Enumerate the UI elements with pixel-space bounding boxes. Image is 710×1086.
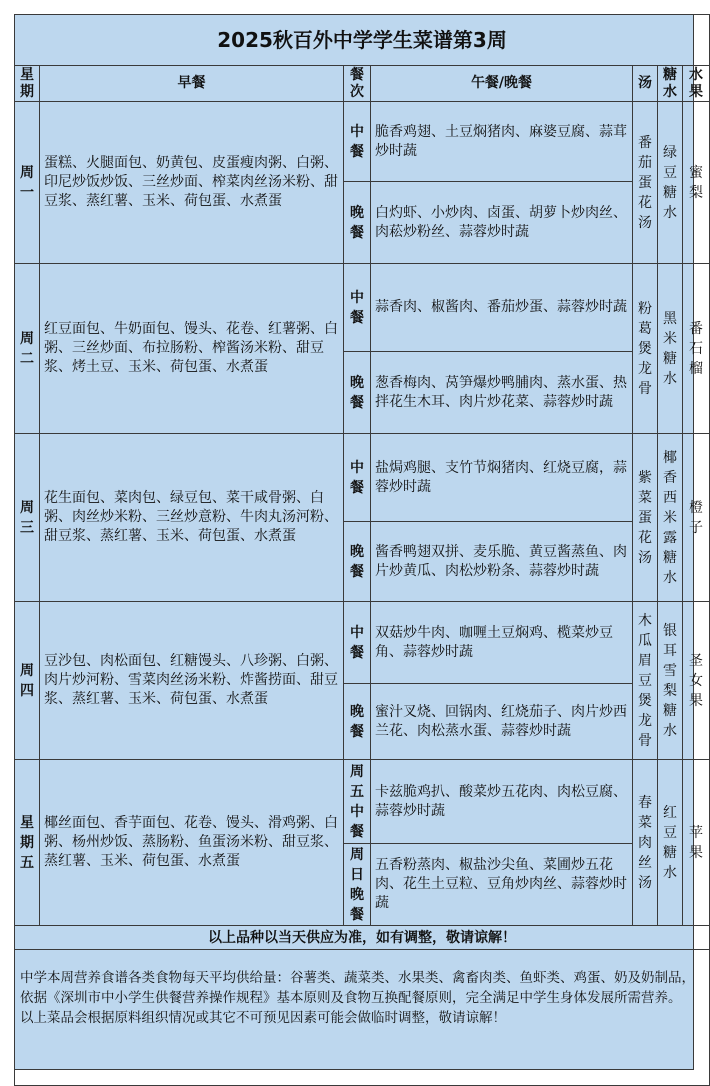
menu-title: 2025秋百外中学学生菜谱第3周 [15, 15, 710, 66]
sweet-soup-cell: 黑米糖水 [658, 264, 683, 434]
fruit-cell: 苹果 [683, 760, 710, 926]
fruit-cell: 橙子 [683, 434, 710, 602]
soup-cell: 紫菜蛋花汤 [633, 434, 658, 602]
header-fruit: 水果 [683, 66, 710, 102]
lunch-label: 中餐 [344, 102, 371, 182]
dinner-cell: 葱香梅肉、莴笋爆炒鸭脯肉、蒸水蛋、热拌花生木耳、肉片炒花菜、蒜蓉炒时蔬 [371, 352, 633, 434]
lunch-cell: 卡兹脆鸡扒、酸菜炒五花肉、肉松豆腐、蒜蓉炒时蔬 [371, 760, 633, 844]
soup-cell: 木瓜眉豆煲龙骨 [633, 602, 658, 760]
sweet-soup-cell: 银耳雪梨糖水 [658, 602, 683, 760]
lunch-label: 中餐 [344, 602, 371, 684]
dinner-cell: 白灼虾、小炒肉、卤蛋、胡萝卜炒肉丝、肉菘炒粉丝、蒜蓉炒时蔬 [371, 182, 633, 264]
dinner-label: 晚餐 [344, 352, 371, 434]
day-label: 周一 [15, 102, 40, 264]
header-weekday: 星期 [15, 66, 40, 102]
soup-cell: 春菜肉丝汤 [633, 760, 658, 926]
lunch-label: 周五中餐 [344, 760, 371, 844]
menu-table [14, 14, 710, 1086]
lunch-label: 中餐 [344, 264, 371, 352]
sweet-soup-cell: 红豆糖水 [658, 760, 683, 926]
dinner-cell: 酱香鸭翅双拼、麦乐脆、黄豆酱蒸鱼、肉片炒黄瓜、肉松炒粉条、蒜蓉炒时蔬 [371, 522, 633, 602]
breakfast-cell: 花生面包、菜肉包、绿豆包、菜干咸骨粥、白粥、肉丝炒米粉、三丝炒意粉、牛肉丸汤河粉、甜豆浆、蒸红薯、玉米、荷包蛋、水煮蛋 [40, 434, 344, 602]
header-sweet-soup: 糖水 [658, 66, 683, 102]
soup-cell: 粉葛煲龙骨 [633, 264, 658, 434]
breakfast-cell: 红豆面包、牛奶面包、馒头、花卷、红薯粥、白粥、三丝炒面、布拉肠粉、榨酱汤米粉、甜豆浆、烤土豆、玉米、荷包蛋、水煮蛋 [40, 264, 344, 434]
dinner-cell: 五香粉蒸肉、椒盐沙尖鱼、菜圃炒五花肉、花生土豆粒、豆角炒肉丝、蒜蓉炒时蔬 [371, 844, 633, 926]
lunch-cell: 蒜香肉、椒酱肉、番茄炒蛋、蒜蓉炒时蔬 [371, 264, 633, 352]
lunch-cell: 盐焗鸡腿、支竹节焖猪肉、红烧豆腐，蒜蓉炒时蔬 [371, 434, 633, 522]
fruit-cell: 圣女果 [683, 602, 710, 760]
header-row [15, 66, 710, 102]
day-label: 星期五 [15, 760, 40, 926]
header-breakfast: 早餐 [40, 66, 344, 102]
lunch-label: 中餐 [344, 434, 371, 522]
sweet-soup-cell: 椰香西米露糖水 [658, 434, 683, 602]
breakfast-cell: 椰丝面包、香芋面包、花卷、馒头、滑鸡粥、白粥、杨州炒饭、蒸肠粉、鱼蛋汤米粉、甜豆浆、蒸红薯、玉米、荷包蛋、水煮蛋 [40, 760, 344, 926]
header-meal-time: 餐次 [344, 66, 371, 102]
dinner-label: 周日晚餐 [344, 844, 371, 926]
notice-text: 以上品种以当天供应为准，如有调整，敬请谅解！ [15, 926, 710, 950]
dinner-label: 晚餐 [344, 182, 371, 264]
lunch-cell: 双菇炒牛肉、咖喱土豆焖鸡、榄菜炒豆角、蒜蓉炒时蔬 [371, 602, 633, 684]
lunch-cell: 脆香鸡翅、土豆焖猪肉、麻婆豆腐、蒜茸炒时蔬 [371, 102, 633, 182]
header-lunch-dinner: 午餐/晚餐 [371, 66, 633, 102]
dinner-label: 晚餐 [344, 522, 371, 602]
sweet-soup-cell: 绿豆糖水 [658, 102, 683, 264]
soup-cell: 番茄蛋花汤 [633, 102, 658, 264]
breakfast-cell: 豆沙包、肉松面包、红糖馒头、八珍粥、白粥、肉片炒河粉、雪菜肉丝汤米粉、炸酱捞面、甜豆浆、蒸红薯、玉米、荷包蛋、水煮蛋 [40, 602, 344, 760]
day-label: 周二 [15, 264, 40, 434]
header-soup: 汤 [633, 66, 658, 102]
footer-nutrition-text: 中学本周营养食谱各类食物每天平均供给量：谷薯类、蔬菜类、水果类、禽畜肉类、鱼虾类、鸡蛋、奶及奶制品，依据《深圳市中小学生供餐营养操作规程》基本原则及食物互换配餐原则，完全满足中学生身体发展所需营养。 [20, 970, 695, 1006]
footer-note [15, 950, 710, 1086]
day-label: 周三 [15, 434, 40, 602]
dinner-cell: 蜜汁叉烧、回锅肉、红烧茄子、肉片炒西兰花、肉松蒸水蛋、蒜蓉炒时蔬 [371, 684, 633, 760]
day-label: 周四 [15, 602, 40, 760]
footer-adjustment-text: 以上菜品会根据原料组织情况或其它不可预见因素可能会做临时调整，敬请谅解！ [20, 1010, 506, 1026]
fruit-cell: 蜜梨 [683, 102, 710, 264]
fruit-cell: 番石榴 [683, 264, 710, 434]
breakfast-cell: 蛋糕、火腿面包、奶黄包、皮蛋瘦肉粥、白粥、印尼炒饭炒饭、三丝炒面、榨菜肉丝汤米粉、甜豆浆、蒸红薯、玉米、荷包蛋、水煮蛋 [40, 102, 344, 264]
dinner-label: 晚餐 [344, 684, 371, 760]
